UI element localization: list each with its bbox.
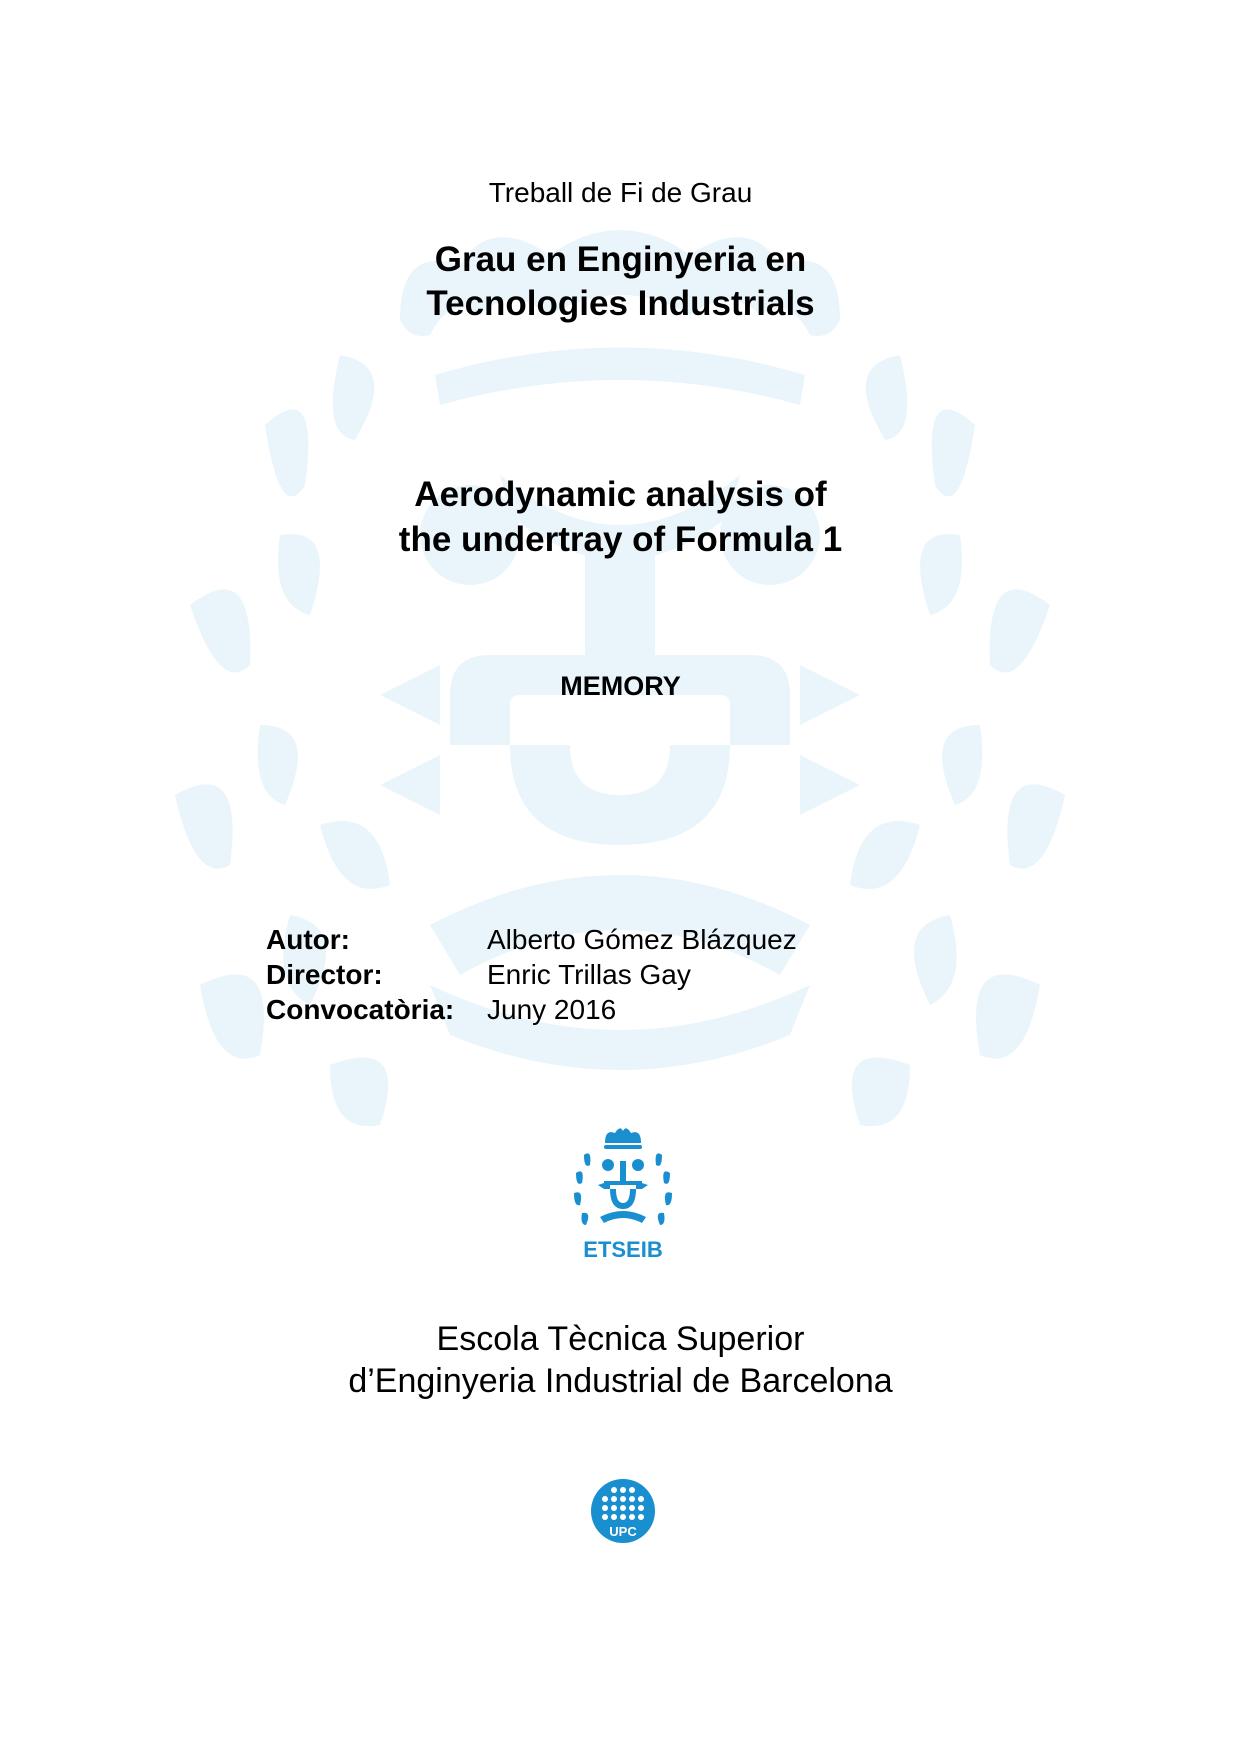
date-value: Juny 2016 [487, 994, 617, 1025]
director-row [266, 957, 797, 992]
school-name [0, 1318, 1241, 1402]
degree-title-line2: Tecnologies Industrials [426, 284, 815, 323]
thesis-title-line1: Aerodynamic analysis of [414, 475, 827, 514]
thesis-title [0, 472, 1241, 562]
degree-title-line1: Grau en Enginyeria en [434, 240, 807, 279]
metadata-block [266, 922, 797, 1027]
etseib-logo-text: ETSEIB [583, 1237, 663, 1262]
school-name-line2: d’Enginyeria Industrial de Barcelona [348, 1362, 893, 1400]
upc-logo-text: UPC [609, 1524, 637, 1539]
document-type: MEMORY [560, 671, 681, 701]
author-value: Alberto Gómez Blázquez [487, 924, 797, 955]
school-name-line1: Escola Tècnica Superior [436, 1320, 805, 1358]
date-row [266, 992, 797, 1027]
director-value: Enric Trillas Gay [487, 959, 691, 990]
director-label: Director: [266, 959, 383, 990]
date-label: Convocatòria: [266, 994, 455, 1025]
etseib-logo [570, 1125, 676, 1265]
thesis-title-line2: the undertray of Formula 1 [398, 520, 843, 559]
work-type-heading: Treball de Fi de Grau [488, 177, 753, 208]
upc-logo [590, 1478, 656, 1544]
author-row [266, 922, 797, 957]
author-label: Autor: [266, 924, 350, 955]
degree-title [0, 238, 1241, 326]
